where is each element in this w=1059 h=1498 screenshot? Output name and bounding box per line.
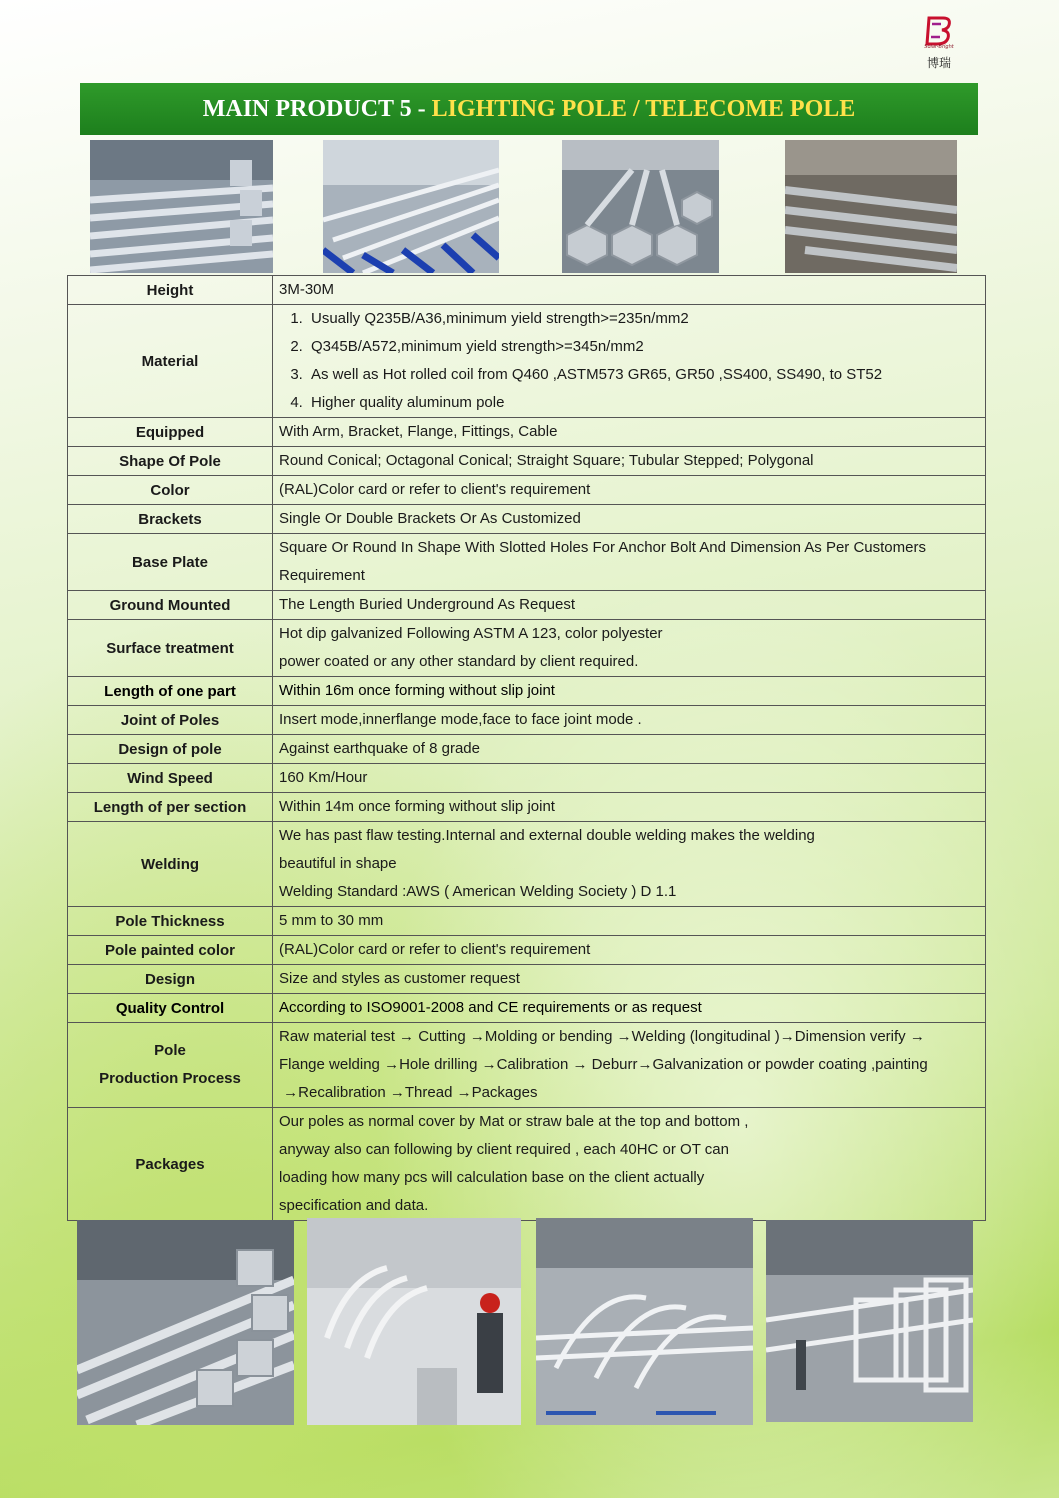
table-row bbox=[68, 1023, 986, 1108]
row-label: Length of per section bbox=[68, 793, 273, 822]
table-row bbox=[68, 447, 986, 476]
row-label: Shape Of Pole bbox=[68, 447, 273, 476]
row-value: Insert mode,innerflange mode,face to face joint mode . bbox=[273, 706, 986, 735]
value-line: Requirement bbox=[279, 567, 365, 584]
row-label: Packages bbox=[68, 1108, 273, 1221]
row-value: With Arm, Bracket, Flange, Fittings, Cable bbox=[273, 418, 986, 447]
title-prefix: MAIN PRODUCT 5 - bbox=[202, 96, 432, 122]
value-line: Square Or Round In Shape With Slotted Holes For Anchor Bolt And Dimension As Per Customers bbox=[279, 539, 926, 556]
table-row bbox=[68, 706, 986, 735]
list-item: 1. Usually Q235B/A36,minimum yield strength>=235n/mm2 bbox=[307, 305, 979, 333]
table-row bbox=[68, 476, 986, 505]
list-item: 3. As well as Hot rolled coil from Q460 ,ASTM573 GR65, GR50 ,SS400, SS490, to ST52 bbox=[307, 361, 979, 389]
value-line: Flange welding →Hole drilling →Calibration → Deburr→Galvanization or powder coating ,painting bbox=[279, 1056, 928, 1073]
table-row bbox=[68, 936, 986, 965]
row-label: Height bbox=[68, 276, 273, 305]
row-label: Design of pole bbox=[68, 735, 273, 764]
flange-poles-photo bbox=[77, 1220, 294, 1425]
table-row bbox=[68, 620, 986, 677]
label-line: Pole bbox=[154, 1042, 186, 1059]
factory-frames-photo bbox=[766, 1220, 973, 1422]
table-row bbox=[68, 505, 986, 534]
row-value bbox=[273, 620, 986, 677]
row-label: Joint of Poles bbox=[68, 706, 273, 735]
logo-cn-text: 博瑞 bbox=[926, 56, 951, 70]
row-value: 5 mm to 30 mm bbox=[273, 907, 986, 936]
row-label: Wind Speed bbox=[68, 764, 273, 793]
row-value: 3M-30M bbox=[273, 276, 986, 305]
row-label: Ground Mounted bbox=[68, 591, 273, 620]
row-value bbox=[273, 1023, 986, 1108]
row-value bbox=[273, 305, 986, 418]
octagonal-poles-photo bbox=[562, 140, 719, 273]
blue-painted-poles-photo bbox=[323, 140, 499, 273]
table-row bbox=[68, 793, 986, 822]
table-row bbox=[68, 822, 986, 907]
value-line: Hot dip galvanized Following ASTM A 123, color polyester bbox=[279, 625, 663, 642]
row-value: Within 14m once forming without slip joint bbox=[273, 793, 986, 822]
table-row bbox=[68, 965, 986, 994]
spec-table bbox=[67, 275, 986, 1221]
row-value: According to ISO9001-2008 and CE requirements or as request bbox=[273, 994, 986, 1023]
list-item: 2. Q345B/A572,minimum yield strength>=345n/mm2 bbox=[307, 333, 979, 361]
row-value bbox=[273, 1108, 986, 1221]
row-label: Welding bbox=[68, 822, 273, 907]
row-value: Round Conical; Octagonal Conical; Straight Square; Tubular Stepped; Polygonal bbox=[273, 447, 986, 476]
logo-mark-icon bbox=[925, 16, 953, 46]
logo-tagline: Solar-Bright bbox=[924, 44, 954, 50]
galvanized-poles-stack-photo bbox=[90, 140, 273, 273]
row-label: Quality Control bbox=[68, 994, 273, 1023]
row-value: Single Or Double Brackets Or As Customized bbox=[273, 505, 986, 534]
material-list bbox=[279, 305, 979, 417]
row-value: (RAL)Color card or refer to client's requirement bbox=[273, 476, 986, 505]
worker-spraying-photo bbox=[307, 1218, 521, 1425]
row-label: Pole Thickness bbox=[68, 907, 273, 936]
row-value bbox=[273, 822, 986, 907]
arm-brackets-photo bbox=[536, 1218, 753, 1425]
value-line: We has past flaw testing.Internal and external double welding makes the welding bbox=[279, 827, 815, 844]
table-row bbox=[68, 1108, 986, 1221]
table-row bbox=[68, 418, 986, 447]
value-line: specification and data. bbox=[279, 1197, 429, 1214]
table-row bbox=[68, 276, 986, 305]
value-line: →Recalibration →Thread →Packages bbox=[279, 1084, 538, 1101]
row-label: Color bbox=[68, 476, 273, 505]
row-label: Pole painted color bbox=[68, 936, 273, 965]
warehouse-poles-photo bbox=[785, 140, 957, 273]
row-label: Base Plate bbox=[68, 534, 273, 591]
value-line: Our poles as normal cover by Mat or straw bale at the top and bottom , bbox=[279, 1113, 749, 1130]
row-label bbox=[68, 1023, 273, 1108]
row-value: Size and styles as customer request bbox=[273, 965, 986, 994]
table-row bbox=[68, 764, 986, 793]
table-row bbox=[68, 591, 986, 620]
table-row bbox=[68, 907, 986, 936]
row-value: (RAL)Color card or refer to client's requirement bbox=[273, 936, 986, 965]
company-logo bbox=[915, 16, 963, 72]
row-label: Brackets bbox=[68, 505, 273, 534]
row-label: Equipped bbox=[68, 418, 273, 447]
value-line: loading how many pcs will calculation base on the client actually bbox=[279, 1169, 705, 1186]
table-row bbox=[68, 534, 986, 591]
value-line: anyway also can following by client required , each 40HC or OT can bbox=[279, 1141, 729, 1158]
row-label: Length of one part bbox=[68, 677, 273, 706]
row-value: Within 16m once forming without slip joint bbox=[273, 677, 986, 706]
row-value bbox=[273, 534, 986, 591]
table-row bbox=[68, 305, 986, 418]
title-highlight: LIGHTING POLE / TELECOME POLE bbox=[431, 96, 856, 122]
row-label: Surface treatment bbox=[68, 620, 273, 677]
value-line: Welding Standard :AWS ( American Welding Society ) D 1.1 bbox=[279, 883, 677, 900]
page-title bbox=[80, 83, 978, 135]
value-line: beautiful in shape bbox=[279, 855, 397, 872]
row-value: 160 Km/Hour bbox=[273, 764, 986, 793]
value-line: Raw material test → Cutting →Molding or bending →Welding (longitudinal )→Dimension verify → bbox=[279, 1028, 925, 1045]
row-label: Material bbox=[68, 305, 273, 418]
table-row bbox=[68, 735, 986, 764]
label-line: Production Process bbox=[99, 1070, 241, 1087]
table-row bbox=[68, 677, 986, 706]
row-label: Design bbox=[68, 965, 273, 994]
table-row bbox=[68, 994, 986, 1023]
row-value: The Length Buried Underground As Request bbox=[273, 591, 986, 620]
value-line: power coated or any other standard by client required. bbox=[279, 653, 639, 670]
list-item: 4. Higher quality aluminum pole bbox=[307, 389, 979, 417]
row-value: Against earthquake of 8 grade bbox=[273, 735, 986, 764]
